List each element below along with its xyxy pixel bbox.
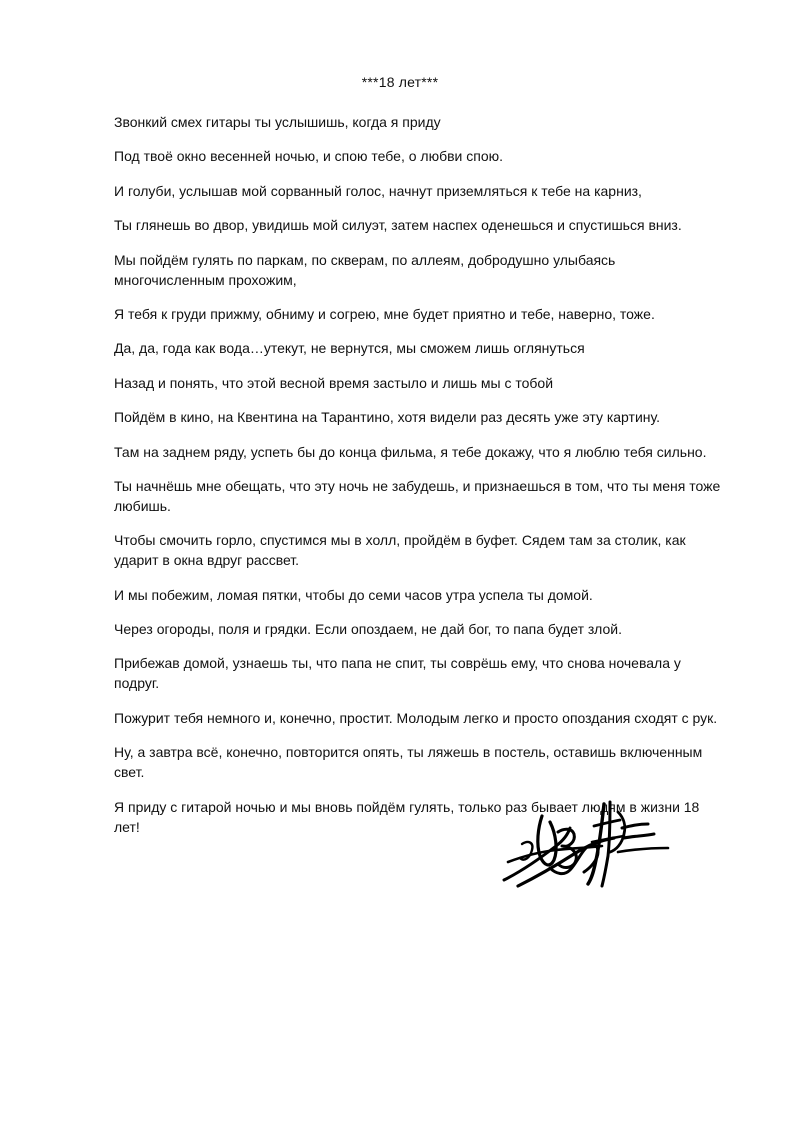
handwritten-signature <box>498 798 674 894</box>
poem-line: Чтобы смочить горло, спустимся мы в холл, пройдём в буфет. Сядем там за столик, как ударит в окна вдруг рассвет. <box>114 532 686 569</box>
poem-line: Я приду с гитарой ночью и мы вновь пойдём гулять, только раз бывает людям в жизни 18 лет! <box>114 798 700 835</box>
poem-line: Пойдём в кино, на Квентина на Тарантино, хотя видели раз десять уже эту картину. <box>114 409 660 426</box>
poem-line: Звонкий смех гитары ты услышишь, когда я приду <box>114 114 441 130</box>
poem-line: Прибежав домой, узнаешь ты, что папа не спит, ты соврёшь ему, что снова ночевала у подруг. <box>114 655 681 692</box>
poem-line: Под твоё окно весенней ночью, и спою тебе, о любви спою. <box>114 148 504 165</box>
poem-line: Ты глянешь во двор, увидишь мой силуэт, затем наспех оденешься и спустишься вниз. <box>114 217 682 234</box>
poem-line: Там на заднем ряду, успеть бы до конца фильма, я тебе докажу, что я люблю тебя сильно. <box>114 443 707 460</box>
poem-line: И голуби, услышав мой сорванный голос, начнут приземляться к тебе на карниз, <box>114 182 642 199</box>
poem-title: ***18 лет*** <box>361 74 439 90</box>
poem-line: Пожурит тебя немного и, конечно, простит. Молодым легко и просто опоздания сходят с рук. <box>114 709 718 726</box>
poem-body <box>114 112 726 851</box>
poem-line: Мы пойдём гулять по паркам, по скверам, по аллеям, добродушно улыбаясь многочисленным прохожим, <box>114 251 616 288</box>
poem-line: Я тебя к груди прижму, обниму и согрею, мне будет приятно и тебе, наверно, тоже. <box>114 305 655 322</box>
poem-line: И мы побежим, ломая пятки, чтобы до семи часов утра успела ты домой. <box>114 586 593 603</box>
poem-line: Через огороды, поля и грядки. Если опоздаем, не дай бог, то папа будет злой. <box>114 621 622 638</box>
poem-line: Назад и понять, что этой весной время застыло и лишь мы с тобой <box>114 374 554 391</box>
poem-line: Ты начнёшь мне обещать, что эту ночь не забудешь, и признаешься в том, что ты меня тоже любишь. <box>114 477 721 514</box>
poem-line: Ну, а завтра всё, конечно, повторится опять, ты ляжешь в постель, оставишь включенным свет. <box>114 744 703 781</box>
poem-line: Да, да, года как вода…утекут, не вернутся, мы сможем лишь оглянуться <box>114 340 585 357</box>
